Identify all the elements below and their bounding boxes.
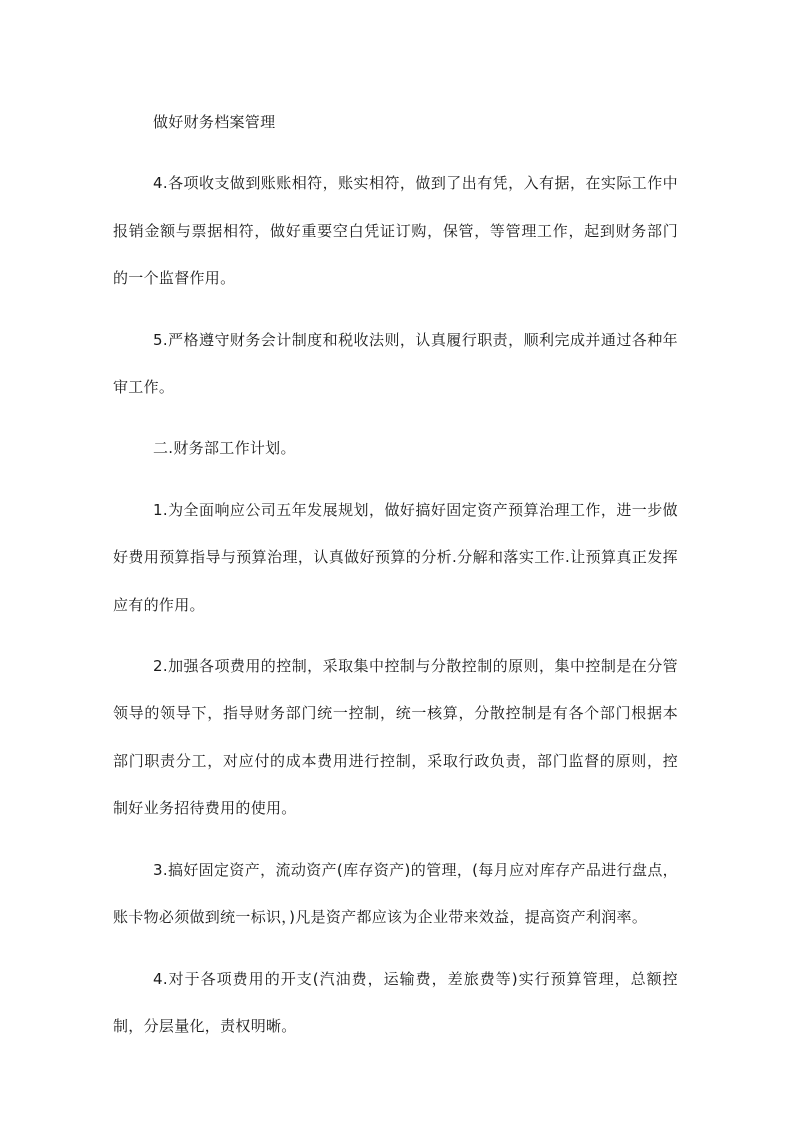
paragraph-plan-item-4-expenses: 4.对于各项费用的开支(汽油费，运输费，差旅费等)实行预算管理，总额控制，分层量化，责权明晰。 [113, 969, 678, 1035]
paragraph-item-5-compliance: 5.严格遵守财务会计制度和税收法则，认真履行职责，顺利完成并通过各种年审工作。 [113, 330, 678, 397]
paragraph-plan-item-2-cost-control: 2.加强各项费用的控制，采取集中控制与分散控制的原则，集中控制是在分管领导的领导下，指导财务部门统一控制，统一核算，分散控制是有各个部门根据本部门职责分工，对应付的成本费用进行控制，采取行政负责，部门监督的原则，控制好业务招待费用的使用。 [113, 657, 678, 818]
paragraph-plan-item-3-assets: 3.搞好固定资产，流动资产(库存资产)的管理，(每月应对库存产品进行盘点，账卡物必须做到统一标识，)凡是资产都应该为企业带来效益，提高资产利润率。 [113, 860, 678, 927]
section-heading-work-plan: 二.财务部工作计划。 [153, 439, 296, 458]
document-body [113, 99, 678, 1050]
paragraph-archive-management: 做好财务档案管理 [153, 113, 276, 131]
paragraph-item-4-reconciliation: 4.各项收支做到账账相符，账实相符，做到了出有凭，入有据，在实际工作中报销金额与票据相符，做好重要空白凭证订购，保管，等管理工作，起到财务部门的一个监督作用。 [113, 174, 678, 288]
paragraph-plan-item-1-budget: 1.为全面响应公司五年发展规划，做好搞好固定资产预算治理工作，进一步做好费用预算指导与预算治理，认真做好预算的分析.分解和落实工作.让预算真正发挥应有的作用。 [113, 500, 678, 614]
